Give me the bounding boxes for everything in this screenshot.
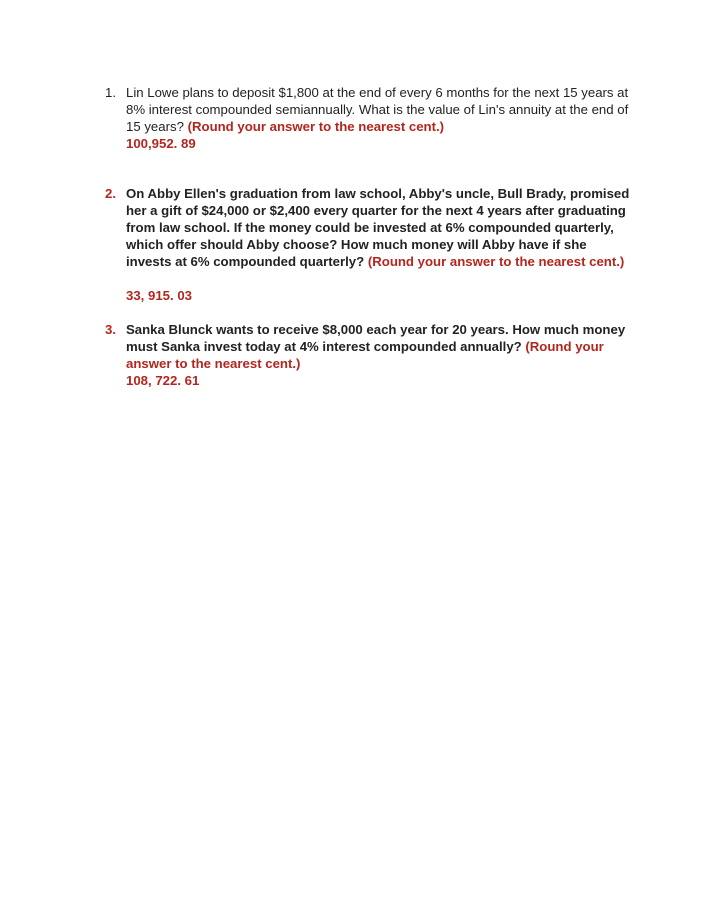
answer-value: 33, 915. 03 xyxy=(126,288,192,303)
question-3 xyxy=(105,321,630,389)
rounding-instruction: (Round your answer to the nearest cent.) xyxy=(187,119,445,134)
question-1 xyxy=(105,84,630,152)
question-number: 3. xyxy=(105,322,116,337)
rounding-instruction: (Round your answer to the nearest cent.) xyxy=(367,254,625,269)
question-number: 2. xyxy=(105,186,116,201)
question-text: On Abby Ellen's graduation from law school, Abby's uncle, Bull Brady, promised her a gift of $24,000 or $2,400 every quarter for the next 4 years after graduating from law school. If the money could be invested at 6% compounded quarterly, which offer should Abby choose? How much money will Abby have if she invests at 6% compounded quarterly? xyxy=(126,186,630,269)
question-body xyxy=(126,185,630,304)
question-2 xyxy=(105,185,630,304)
answer-value: 108, 722. 61 xyxy=(126,373,200,388)
question-number: 1. xyxy=(105,85,116,100)
question-text: Sanka Blunck wants to receive $8,000 each year for 20 years. How much money must Sanka invest today at 4% interest compounded annually? xyxy=(126,322,626,354)
question-body xyxy=(126,321,630,389)
question-body xyxy=(126,84,630,152)
question-text: Lin Lowe plans to deposit $1,800 at the end of every 6 months for the next 15 years at 8% interest compounded semiannually. What is the value of Lin's annuity at the end of 15 years? xyxy=(126,85,629,134)
answer-value: 100,952. 89 xyxy=(126,136,196,151)
rounding-instruction: (Round your answer to the nearest cent.) xyxy=(126,339,604,371)
